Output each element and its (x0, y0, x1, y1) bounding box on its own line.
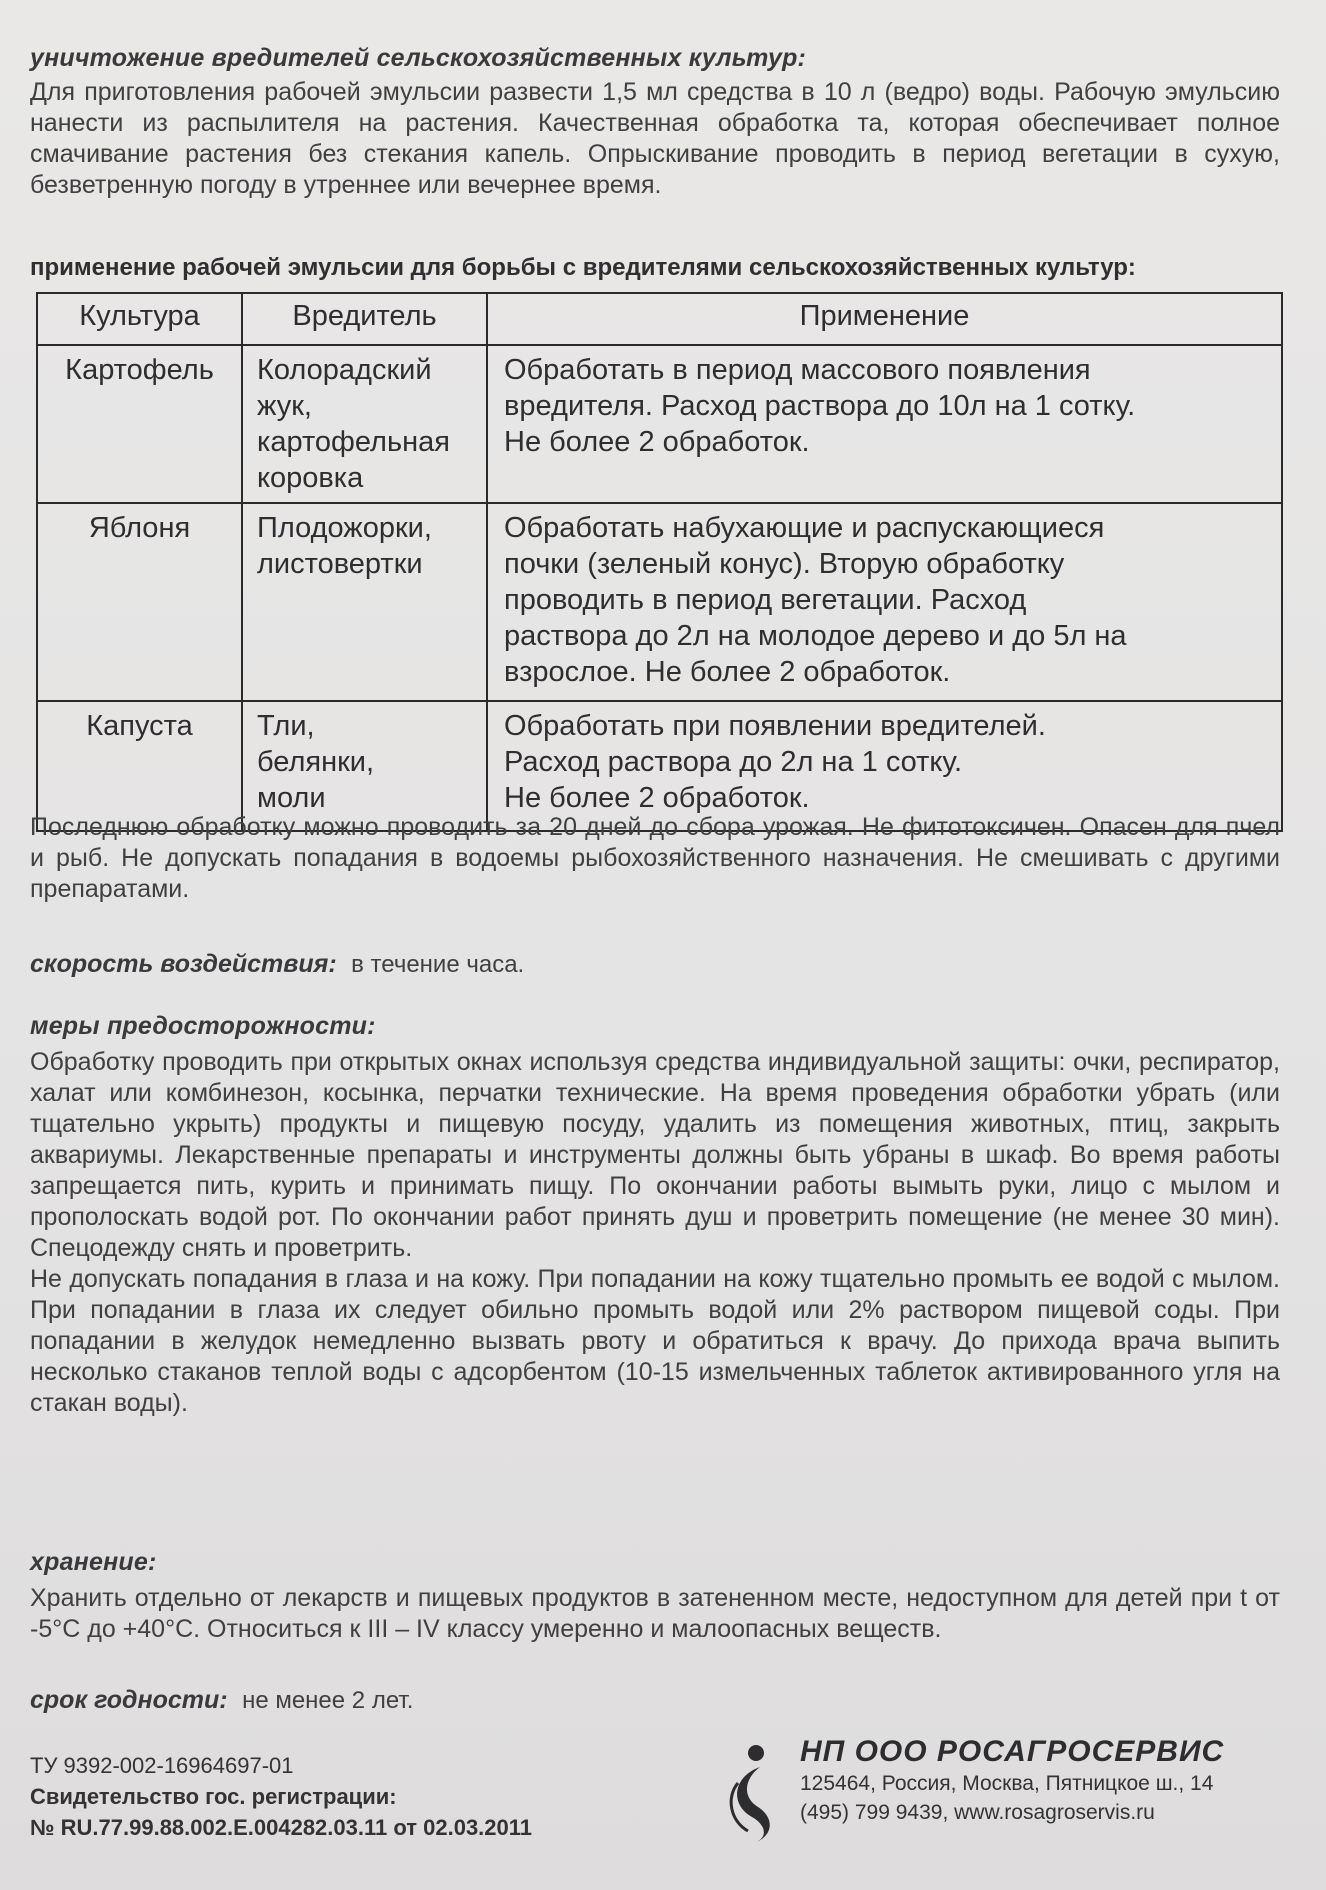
crop-cell: Яблоня (37, 503, 242, 701)
precautions-text: Не допускать попадания в глаза и на кожу. При попадании на кожу тщательно промыть ее водой с мылом. При попадании в глаза их следует обильно промыть водой или 2% раствором пищевой соды. При попадании в желудок немедленно вызвать рвоту и обратиться к врачу. До прихода врача выпить несколько стаканов теплой воды с адсорбентом (10-15 измельченных таблеток активированного угля на стакан воды). (30, 1265, 1280, 1417)
pest-table (36, 292, 1283, 832)
table-header-row (37, 293, 1282, 345)
usage-line: Обработать набухающие и распускающиеся (504, 512, 1105, 544)
pest-line: моли (257, 782, 326, 814)
usage-cell (487, 345, 1282, 503)
table-heading-block (30, 254, 1280, 282)
usage-line: раствора до 2л на молодое дерево и до 5л на (504, 620, 1127, 652)
company-contact: (495) 799 9439, www.rosagroservis.ru (800, 1801, 1155, 1824)
pest-line: Тли, (257, 710, 315, 742)
company-block (800, 1735, 1224, 1827)
usage-line: проводить в период вегетации. Расход (504, 584, 1027, 616)
after-table-text: Последнюю обработку можно проводить за 20 дней до сбора урожая. Не фитотоксичен. Опасен для пчел и рыб. Не допускать попадания в водоемы рыбохозяйственного назначения. Не смешивать с другими препаратами. (30, 813, 1280, 903)
tu-number: ТУ 9392-002-16964697-01 (30, 1753, 294, 1778)
table-row (37, 345, 1282, 503)
after-table-block (30, 812, 1280, 905)
usage-line: Обработать в период массового появления (504, 354, 1091, 386)
usage-line: Обработать при появлении вредителей. (504, 710, 1046, 742)
pest-cell (242, 503, 487, 701)
stylized-figure-logo-icon (722, 1743, 784, 1843)
section-heading: уничтожение вредителей сельскохозяйственных культур: (30, 44, 807, 72)
column-header-crop: Культура (37, 293, 242, 345)
cert-number: № RU.77.99.88.002.Е.004282.03.11 от 02.03.2011 (30, 1815, 533, 1840)
registration-info (30, 1750, 532, 1843)
usage-line: Расход раствора до 2л на 1 сотку. (504, 746, 963, 778)
shelf-life-label: срок годности: (30, 1686, 228, 1714)
usage-line: Не более 2 обработок. (504, 426, 810, 458)
crop-cell: Картофель (37, 345, 242, 503)
storage-text: Хранить отдельно от лекарств и пищевых продуктов в затененном месте, недоступном для детей при t от -5°С до +40°С. Относиться к III – IV классу умеренно и малоопасных веществ. (30, 1584, 1280, 1643)
pests-section (30, 44, 1280, 201)
shelf-life-block (30, 1686, 1280, 1715)
usage-line: Не более 2 обработок. (504, 782, 810, 814)
usage-line: почки (зеленый конус). Вторую обработку (504, 548, 1065, 580)
usage-cell (487, 503, 1282, 701)
pest-line: коровка (257, 462, 364, 494)
precautions-text: Обработку проводить при открытых окнах используя средства индивидуальной защиты: очки, респиратор, халат или комбинезон, косынка, перчатки технические. На время проведения обработки убрать (или тщательно укрыть) продукты и пищевую посуду, удалить из помещения животных, птиц, закрыть аквариумы. Лекарственные препараты и инструменты должны быть убраны в шкаф. Во время работы запрещается пить, курить и принимать пищу. По окончании работы вымыть руки, лицо с мылом и прополоскать водой рот. По окончании работ принять душ и проветрить помещение (не менее 30 мин). Спецодежду снять и проветрить. (30, 1048, 1280, 1262)
speed-block (30, 950, 1280, 979)
column-header-pest: Вредитель (242, 293, 487, 345)
storage-heading: хранение: (30, 1548, 157, 1576)
precautions-section (30, 1012, 1280, 1419)
pest-line: Плодожорки, (257, 512, 432, 544)
shelf-life-value: не менее 2 лет. (242, 1687, 414, 1714)
usage-line: вредителя. Расход раствора до 10л на 1 сотку. (504, 390, 1136, 422)
table-heading: применение рабочей эмульсии для борьбы с вредителями сельскохозяйственных культур: (30, 254, 1136, 281)
pest-line: Колорадский жук, (257, 354, 432, 422)
speed-label: скорость воздействия: (30, 950, 337, 978)
pest-cell (242, 345, 487, 503)
table-row (37, 503, 1282, 701)
column-header-usage: Применение (487, 293, 1282, 345)
storage-section (30, 1548, 1280, 1645)
pest-line: белянки, (257, 746, 375, 778)
company-address: 125464, Россия, Москва, Пятницкое ш., 14 (800, 1772, 1214, 1795)
pest-line: листовертки (257, 548, 423, 580)
precautions-heading: меры предосторожности: (30, 1012, 376, 1040)
pest-line: картофельная (257, 426, 450, 458)
speed-value: в течение часа. (351, 951, 525, 978)
section-text: Для приготовления рабочей эмульсии развести 1,5 мл средства в 10 л (ведро) воды. Рабочую эмульсию нанести из распылителя на растения. Качественная обработка та, которая обеспечивает полное смачивание растения без стекания капель. Опрыскивание проводить в период вегетации в сухую, безветренную погоду в утреннее или вечернее время. (30, 78, 1280, 199)
usage-line: взрослое. Не более 2 обработок. (504, 656, 951, 688)
crop-cell: Капуста (37, 701, 242, 831)
cert-label: Свидетельство гос. регистрации: (30, 1784, 397, 1809)
company-name: НП ООО РОСАГРОСЕРВИС (800, 1735, 1225, 1768)
